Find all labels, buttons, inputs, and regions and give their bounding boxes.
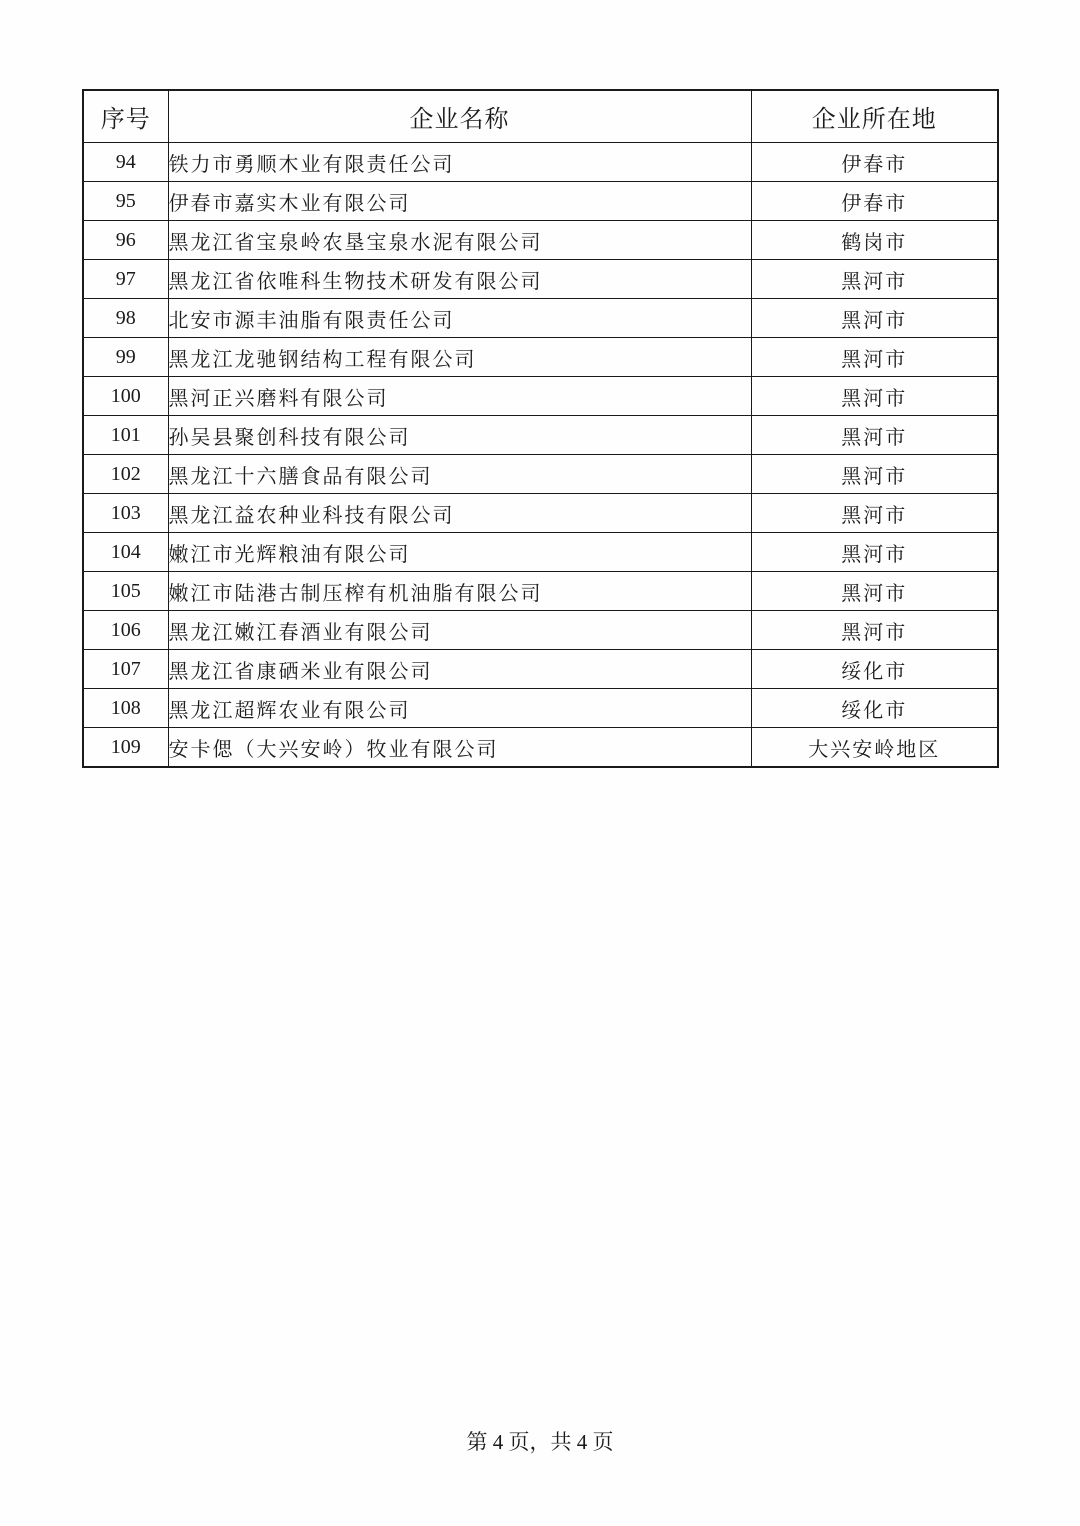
header-index: 序号 [83, 90, 168, 143]
row-name-cell: 黑龙江超辉农业有限公司 [168, 689, 751, 728]
row-index-cell: 97 [83, 260, 168, 299]
row-name-cell: 孙吴县聚创科技有限公司 [168, 416, 751, 455]
row-index-cell: 107 [83, 650, 168, 689]
row-name-cell: 黑龙江十六膳食品有限公司 [168, 455, 751, 494]
row-name-cell: 黑河正兴磨料有限公司 [168, 377, 751, 416]
row-location-cell: 黑河市 [751, 416, 998, 455]
row-index-cell: 109 [83, 728, 168, 768]
table-row [83, 611, 998, 650]
row-location-cell: 黑河市 [751, 299, 998, 338]
row-index-cell: 99 [83, 338, 168, 377]
row-index-cell: 94 [83, 143, 168, 182]
table-row [83, 338, 998, 377]
table-row [83, 377, 998, 416]
row-location-cell: 大兴安岭地区 [751, 728, 998, 768]
row-location-cell: 绥化市 [751, 689, 998, 728]
row-name-cell: 黑龙江龙驰钢结构工程有限公司 [168, 338, 751, 377]
row-location-cell: 伊春市 [751, 182, 998, 221]
row-index-cell: 106 [83, 611, 168, 650]
row-location-cell: 黑河市 [751, 611, 998, 650]
table-row [83, 143, 998, 182]
table-row [83, 455, 998, 494]
enterprise-table [82, 89, 999, 768]
row-location-cell: 黑河市 [751, 260, 998, 299]
table-row [83, 494, 998, 533]
row-location-cell: 黑河市 [751, 455, 998, 494]
table-row [83, 728, 998, 768]
row-index-cell: 103 [83, 494, 168, 533]
row-name-cell: 黑龙江益农种业科技有限公司 [168, 494, 751, 533]
table-row [83, 182, 998, 221]
row-index-cell: 101 [83, 416, 168, 455]
row-location-cell: 伊春市 [751, 143, 998, 182]
page-number: 第 4 页，共 4 页 [466, 1430, 614, 1454]
row-name-cell: 黑龙江省宝泉岭农垦宝泉水泥有限公司 [168, 221, 751, 260]
row-index-cell: 102 [83, 455, 168, 494]
row-name-cell: 黑龙江省康硒米业有限公司 [168, 650, 751, 689]
table-row [83, 416, 998, 455]
table-header [83, 90, 998, 143]
row-name-cell: 安卡偲（大兴安岭）牧业有限公司 [168, 728, 751, 768]
row-location-cell: 鹤岗市 [751, 221, 998, 260]
row-location-cell: 黑河市 [751, 377, 998, 416]
row-name-cell: 北安市源丰油脂有限责任公司 [168, 299, 751, 338]
row-name-cell: 黑龙江省依唯科生物技术研发有限公司 [168, 260, 751, 299]
row-location-cell: 绥化市 [751, 650, 998, 689]
table-row [83, 221, 998, 260]
row-name-cell: 伊春市嘉实木业有限公司 [168, 182, 751, 221]
row-name-cell: 黑龙江嫩江春酒业有限公司 [168, 611, 751, 650]
header-name: 企业名称 [168, 90, 751, 143]
row-index-cell: 100 [83, 377, 168, 416]
row-index-cell: 98 [83, 299, 168, 338]
row-location-cell: 黑河市 [751, 533, 998, 572]
row-index-cell: 104 [83, 533, 168, 572]
row-index-cell: 95 [83, 182, 168, 221]
table-row [83, 299, 998, 338]
table-row [83, 572, 998, 611]
row-index-cell: 105 [83, 572, 168, 611]
table-row [83, 689, 998, 728]
row-index-cell: 96 [83, 221, 168, 260]
table-body [83, 143, 998, 768]
row-name-cell: 嫩江市陆港古制压榨有机油脂有限公司 [168, 572, 751, 611]
header-row [83, 90, 998, 143]
row-index-cell: 108 [83, 689, 168, 728]
table-row [83, 260, 998, 299]
row-name-cell: 嫩江市光辉粮油有限公司 [168, 533, 751, 572]
header-location: 企业所在地 [751, 90, 998, 143]
row-location-cell: 黑河市 [751, 572, 998, 611]
row-name-cell: 铁力市勇顺木业有限责任公司 [168, 143, 751, 182]
row-location-cell: 黑河市 [751, 338, 998, 377]
table-row [83, 533, 998, 572]
row-location-cell: 黑河市 [751, 494, 998, 533]
table-row [83, 650, 998, 689]
